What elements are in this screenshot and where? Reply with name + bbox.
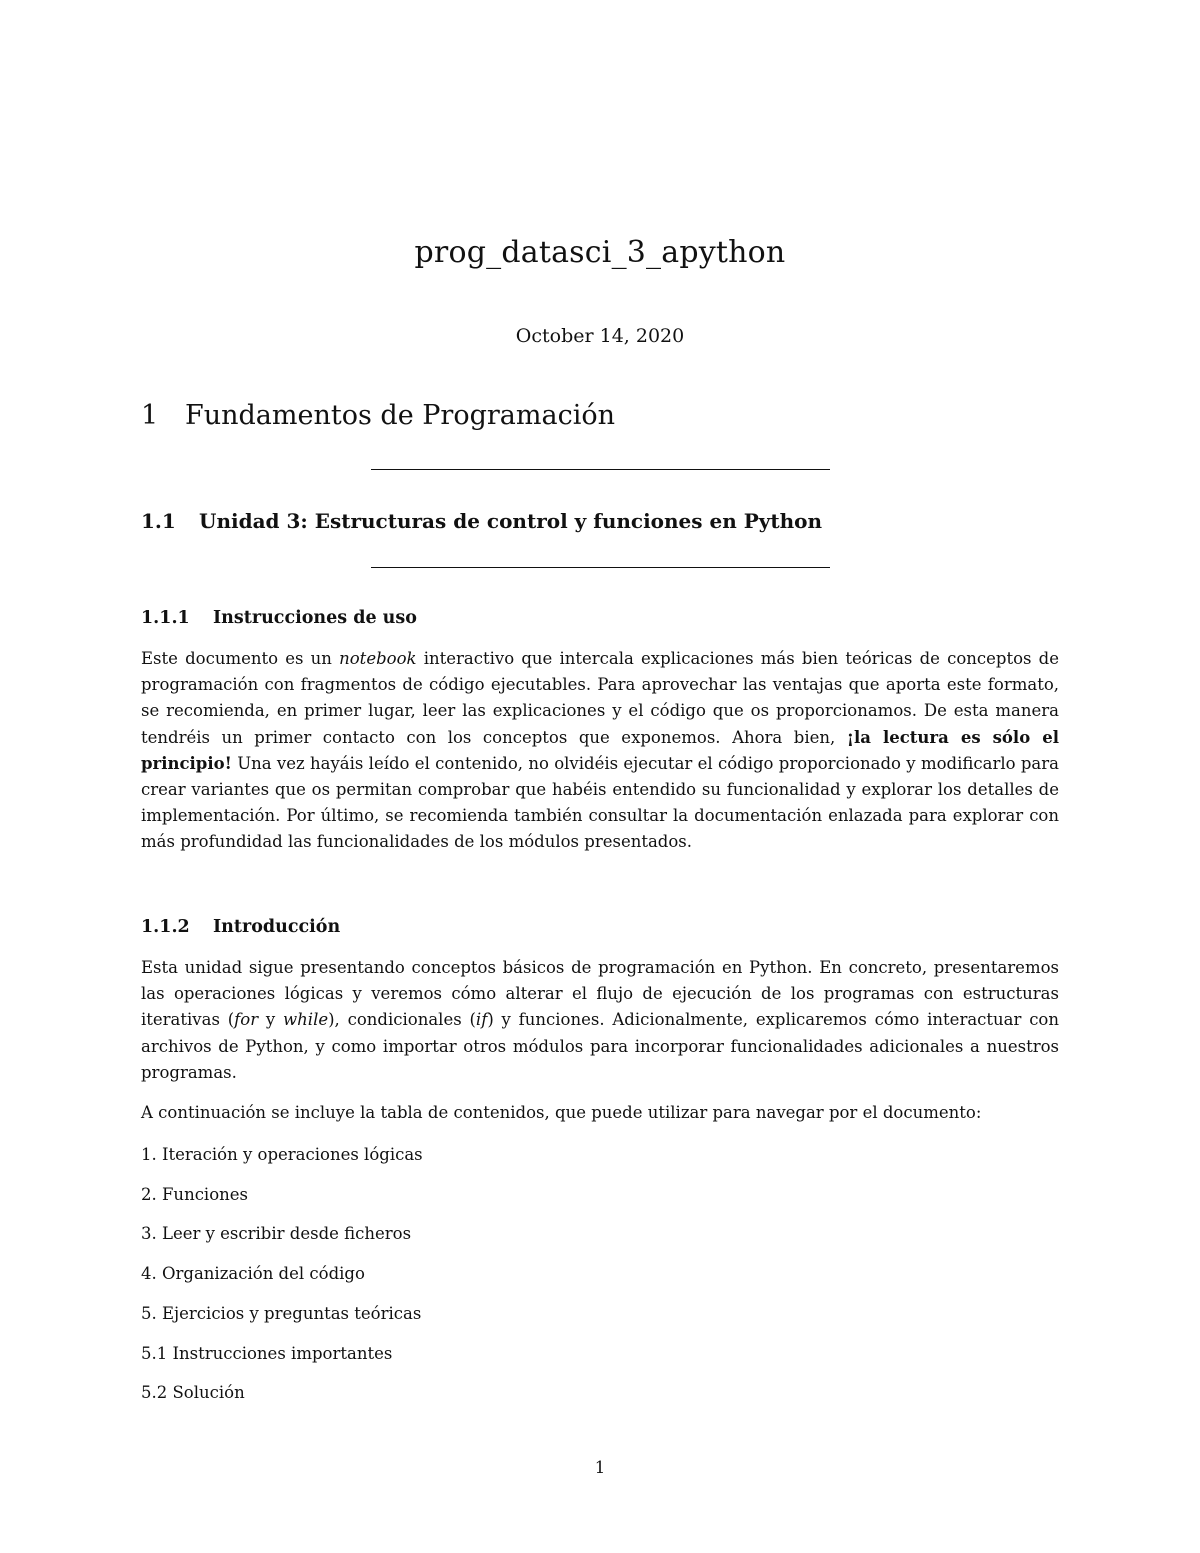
subsection-heading bbox=[141, 505, 822, 537]
usage-paragraph bbox=[141, 646, 1059, 856]
section-number: 1 bbox=[141, 400, 159, 431]
document-date: October 14, 2020 bbox=[515, 325, 685, 347]
usage-text-1: Este documento es un bbox=[141, 649, 340, 668]
usage-title: Instrucciones de uso bbox=[213, 608, 417, 628]
while-keyword: while bbox=[283, 1010, 329, 1030]
intro-title: Introducción bbox=[213, 917, 341, 937]
toc-intro-paragraph: A continuación se incluye la tabla de contenidos, que puede utilizar para navegar por el documento: bbox=[141, 1103, 982, 1122]
toc-item[interactable]: 5.2 Solución bbox=[141, 1383, 245, 1402]
usage-text-3: Una vez hayáis leído el contenido, no olvidéis ejecutar el código proporcionado y modificarlo para crear variantes que os permitan comprobar que habéis entendido su funcionalidad y explorar los detalles de implementación. Por último, se recomienda también consultar la documentación enlazada para explorar con más profundidad las funcionalidades de los módulos presentados. bbox=[141, 753, 1059, 852]
intro-paragraph bbox=[141, 955, 1059, 1086]
usage-text-2: interactivo que intercala explicaciones más bien teóricas de conceptos de programación con fragmentos de código ejecutables. Para aprovechar las ventajas que aporta este formato, se recomienda, en primer lugar, leer las explicaciones y el código que os proporcionamos. De esta manera tendréis un primer contacto con los conceptos que exponemos. Ahora bien, bbox=[141, 649, 1060, 747]
intro-text-4: ) y funciones. Adicionalmente, explicaremos cómo interactuar con archivos de Python, y como importar otros módulos para incorporar funcionalidades adicionales a nuestros programas. bbox=[141, 1010, 1059, 1082]
for-keyword: for bbox=[234, 1010, 259, 1030]
usage-number: 1.1.1 bbox=[141, 608, 190, 628]
intro-number: 1.1.2 bbox=[141, 917, 190, 937]
section-title: Fundamentos de Programación bbox=[185, 400, 615, 431]
toc-item[interactable]: 4. Organización del código bbox=[141, 1264, 365, 1283]
horizontal-rule-bottom bbox=[371, 567, 830, 568]
toc-item[interactable]: 5.1 Instrucciones importantes bbox=[141, 1344, 393, 1363]
if-keyword: if bbox=[475, 1010, 488, 1030]
toc-item[interactable]: 1. Iteración y operaciones lógicas bbox=[141, 1145, 423, 1164]
intro-text-3: ), condicionales ( bbox=[328, 1010, 476, 1030]
intro-text-1: Esta unidad sigue presentando conceptos básicos de programación en Python. En concreto, presentaremos las operaciones lógicas y veremos cómo alterar el flujo de ejecución de los programas con estructuras iterativas ( bbox=[141, 958, 1059, 1030]
subsection-number: 1.1 bbox=[141, 509, 176, 533]
section-heading bbox=[141, 396, 615, 436]
horizontal-rule-top bbox=[371, 469, 830, 470]
notebook-emphasis: notebook bbox=[339, 649, 417, 668]
document-title: prog_datasci_3_apython bbox=[414, 235, 786, 270]
toc-item[interactable]: 2. Funciones bbox=[141, 1185, 249, 1204]
toc-item[interactable]: 3. Leer y escribir desde ficheros bbox=[141, 1224, 412, 1243]
intro-heading bbox=[141, 913, 340, 941]
reading-emphasis: ¡la lectura es sólo el principio! bbox=[141, 727, 1059, 773]
usage-heading bbox=[141, 604, 417, 632]
toc-item[interactable]: 5. Ejercicios y preguntas teóricas bbox=[141, 1304, 422, 1323]
intro-text-2: y bbox=[258, 1010, 284, 1030]
page-number: 1 bbox=[594, 1458, 606, 1477]
subsection-title: Unidad 3: Estructuras de control y funciones en Python bbox=[199, 509, 823, 533]
